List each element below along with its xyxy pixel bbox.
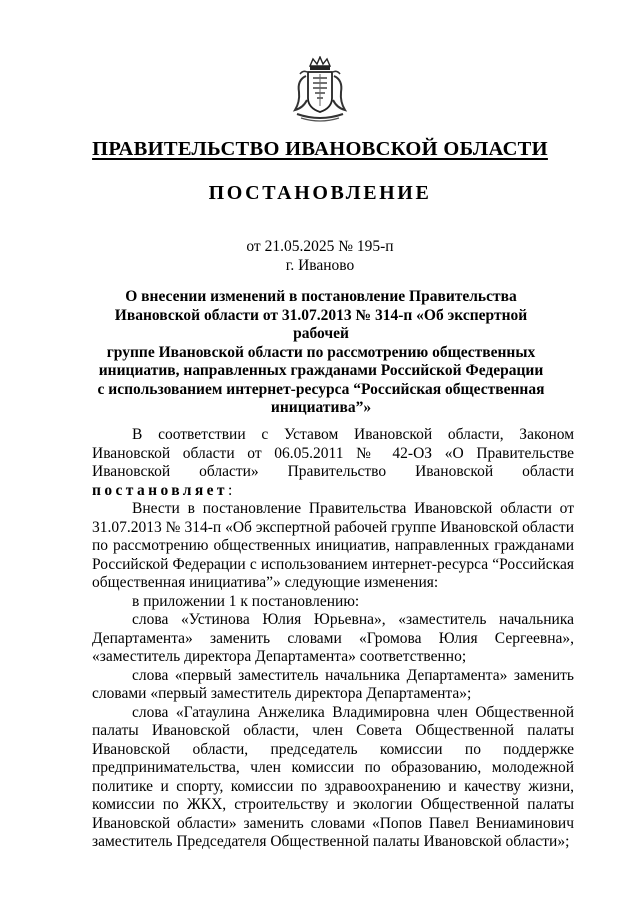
title-line: О внесении изменений в постановление Правительства xyxy=(125,288,517,305)
paragraph: слова «первый заместитель начальника Департамента» заменить словами «первый заместитель директора Департамента»; xyxy=(92,666,574,702)
paragraph: в приложении 1 к постановлению: xyxy=(132,592,360,610)
paragraph: слова «Гатаулина Анжелика Владимировна член Общественной палаты Ивановской области, член Совета Общественной палаты Ивановской области, председатель комиссии по поддержке предпринимательства, член комиссии по образованию, молодежной политике и спорту, комиссии по здравоохранению и качеству жизни, комиссии по ЖКХ, строительству и экологии Общественной палаты Ивановской области» заменить словами «Попов Павел Вениаминович заместитель Председателя Общественной палаты Ивановской области»; xyxy=(92,703,574,850)
title-line: группе Ивановской области по рассмотрению общественных xyxy=(106,343,536,361)
title-line: Ивановской области от 31.07.2013 № 314-п «Об экспертной рабочей xyxy=(114,306,528,342)
decree-word: постановляет xyxy=(92,481,228,499)
preamble-text: В соответствии с Уставом Ивановской области, Законом Ивановской области от 06.05.2011 № 42-ОЗ «О Правительстве Ивановской области» Правительство Ивановской области xyxy=(92,426,574,480)
document-body xyxy=(92,426,574,852)
title-line: с использованием интернет-ресурса “Российская общественная xyxy=(97,380,545,398)
title-line: инициатив, направленных гражданами Российской Федерации xyxy=(98,362,544,379)
coat-of-arms-icon xyxy=(291,56,349,124)
date-and-number-block xyxy=(0,237,640,275)
paragraph: слова «Устинова Юлия Юрьевна», «заместитель начальника Департамента» заменить словами «Громова Юлия Сергеевна», «заместитель директора Департамента» соответственно; xyxy=(92,611,574,665)
city: г. Иваново xyxy=(285,257,355,274)
date-number: от 21.05.2025 № 195-п xyxy=(246,238,394,255)
document-title xyxy=(88,288,554,418)
title-line: инициатива”» xyxy=(270,399,372,416)
preamble-paragraph xyxy=(92,426,574,500)
paragraph: Внести в постановление Правительства Ивановской области от 31.07.2013 № 314-п «Об экспертной рабочей группе Ивановской области по рассмотрению общественных инициатив, направленных гражданами Российской Федерации с использованием интернет-ресурса “Российская общественная инициатива”» следующие изменения: xyxy=(92,500,574,591)
decree-colon: : xyxy=(227,481,233,499)
document-type: ПОСТАНОВЛЕНИЕ xyxy=(208,182,432,204)
government-name: ПРАВИТЕЛЬСТВО ИВАНОВСКОЙ ОБЛАСТИ xyxy=(92,138,548,160)
